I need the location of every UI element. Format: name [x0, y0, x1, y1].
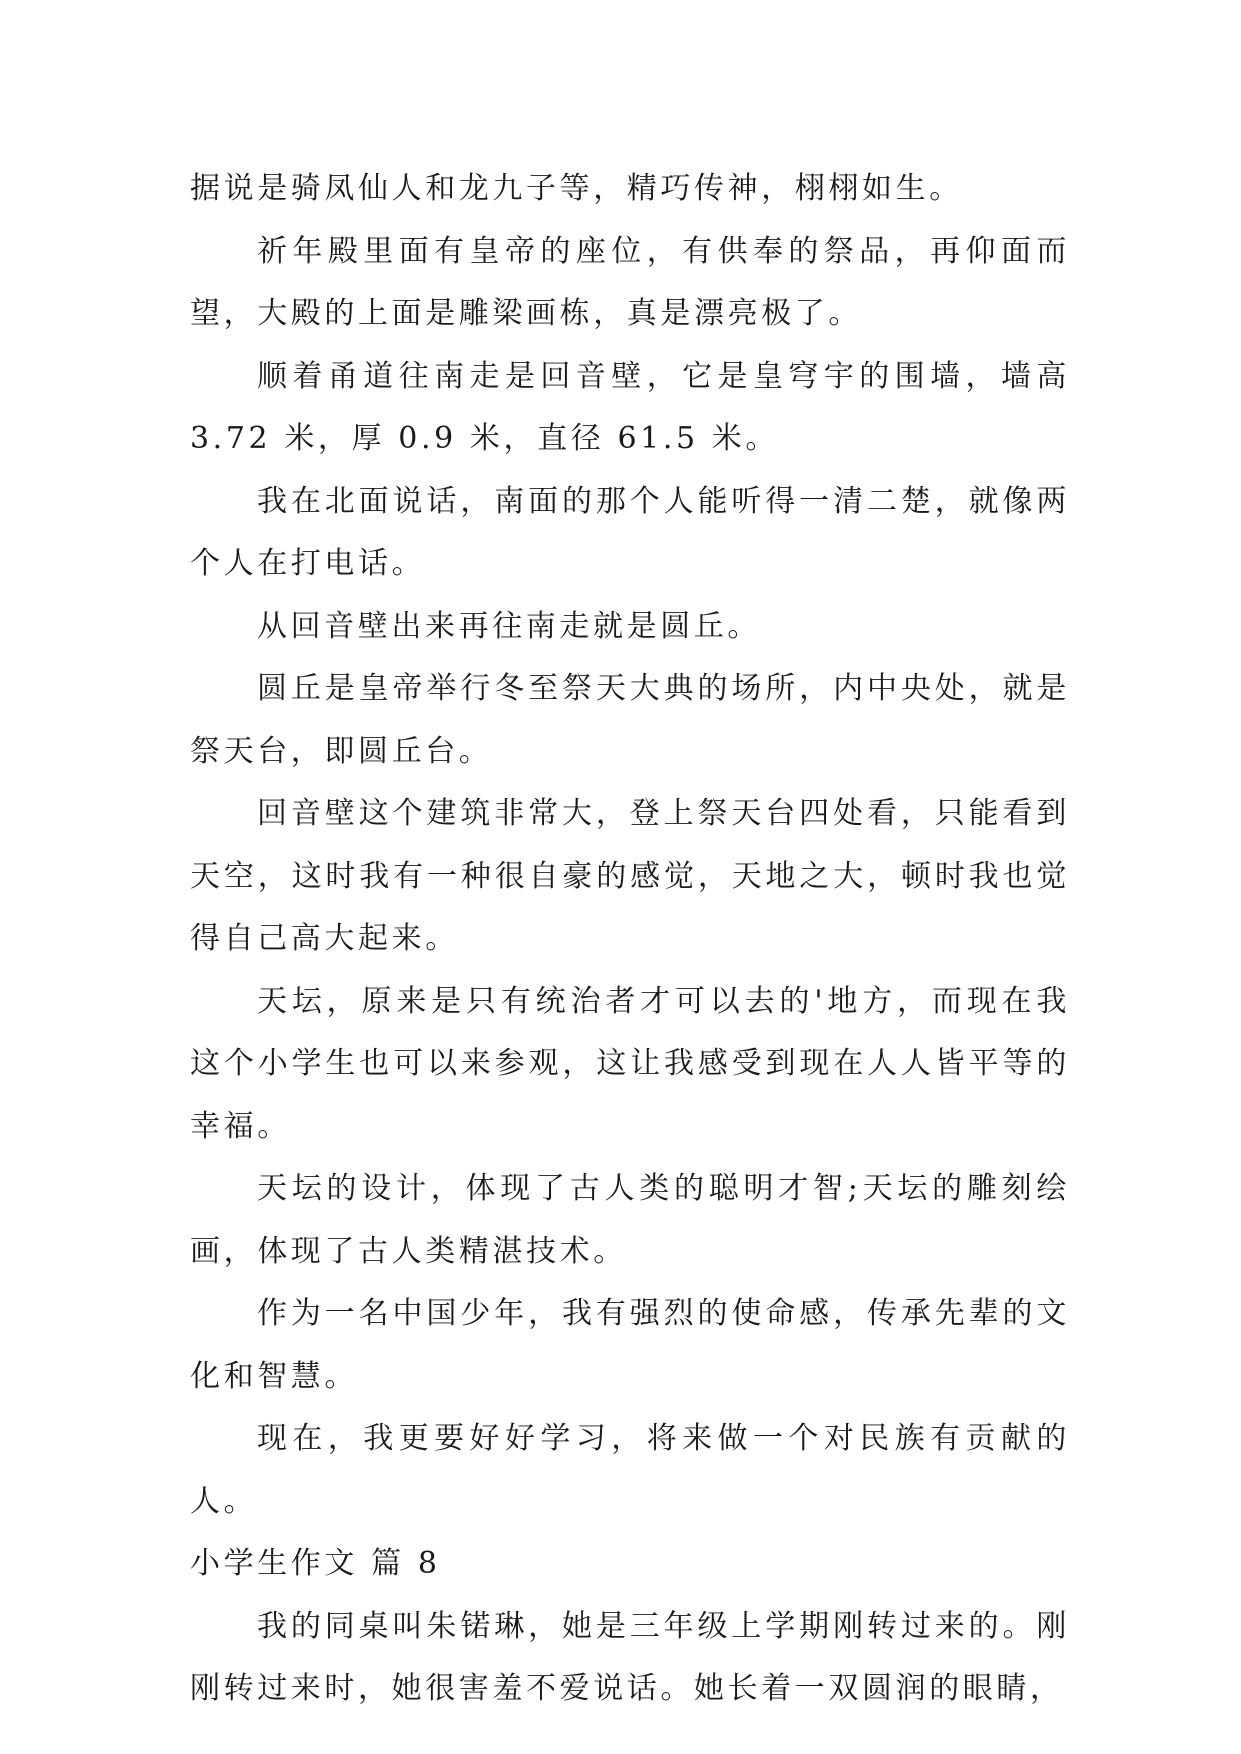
paragraph: 圆丘是皇帝举行冬至祭天大典的场所，内中央处，就是祭天台，即圆丘台。	[190, 671, 1070, 769]
paragraph: 回音壁这个建筑非常大，登上祭天台四处看，只能看到天空，这时我有一种很自豪的感觉，天地之大，顿时我也觉得自己高大起来。	[190, 796, 1070, 956]
paragraph: 从回音壁出来再往南走就是圆丘。	[257, 608, 761, 644]
paragraph: 我在北面说话，南面的那个人能听得一清二楚，就像两个人在打电话。	[190, 483, 1070, 581]
paragraph: 天坛的设计，体现了古人类的聪明才智;天坛的雕刻绘画，体现了古人类精湛技术。	[190, 1171, 1070, 1269]
paragraph: 作为一名中国少年，我有强烈的使命感，传承先辈的文化和智慧。	[190, 1296, 1070, 1394]
paragraph: 现在，我更要好好学习，将来做一个对民族有贡献的人。	[190, 1421, 1070, 1519]
paragraph: 据说是骑凤仙人和龙九子等，精巧传神，栩栩如生。	[190, 171, 963, 206]
paragraph: 天坛，原来是只有统治者才可以去的'地方，而现在我这个小学生也可以来参观，这让我感受到现在人人皆平等的幸福。	[190, 983, 1070, 1144]
section-heading: 小学生作文 篇 8	[190, 1546, 441, 1581]
paragraph: 祈年殿里面有皇帝的座位，有供奉的祭品，再仰面而望，大殿的上面是雕梁画栋，真是漂亮极了。	[190, 233, 1070, 331]
paragraph: 顺着甬道往南走是回音壁，它是皇穹宇的围墙，墙高3.72 米，厚 0.9 米，直径 61.5 米。	[190, 358, 1070, 456]
document-page	[190, 158, 1070, 1721]
paragraph: 我的同桌叫朱锘琳，她是三年级上学期刚转过来的。刚刚转过来时，她很害羞不爱说话。她长着一双圆润的眼睛，	[190, 1608, 1070, 1706]
